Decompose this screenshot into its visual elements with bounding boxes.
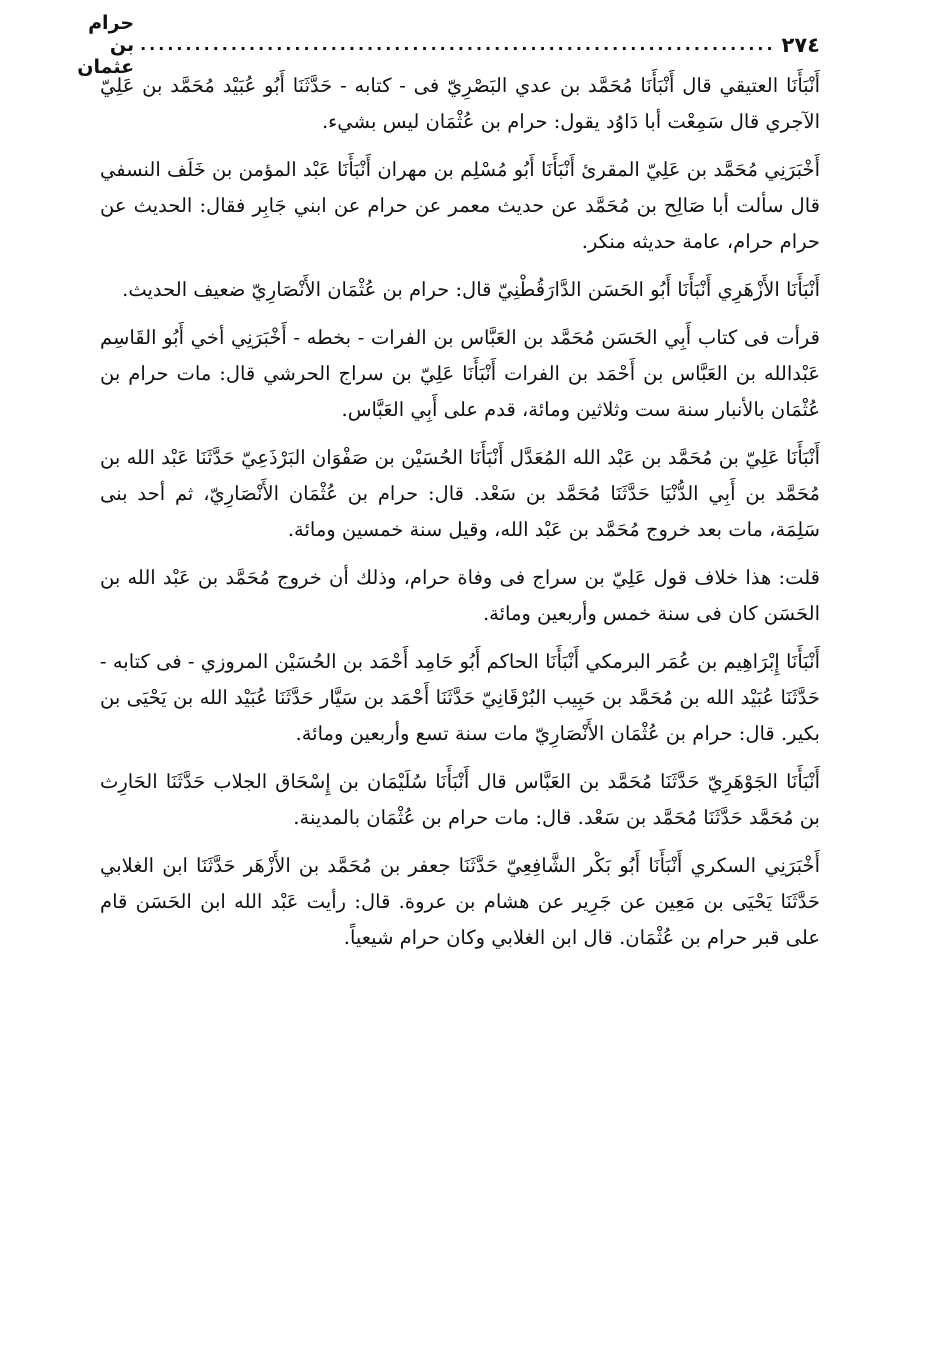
paragraph-3: أَنْبَأَنَا الأَزْهَرِي أَنْبَأَنَا أَبُو الحَسَن الدَّارَقُطْنِيّ قال: حرام بن عُثْمَان الأَنْصَارِيّ ضعيف الحديث. — [122, 278, 820, 301]
paragraph-6: قلت: هذا خلاف قول عَلِيّ بن سراج فى وفاة حرام، وذلك أن خروج مُحَمَّد بن عَبْد الله بن الحَسَن كان فى سنة خمس وأربعين ومائة. — [100, 566, 820, 625]
book-page — [77, 12, 820, 1328]
running-head — [77, 12, 820, 78]
paragraph-8: أَنْبَأَنَا الجَوْهَرِيّ حَدَّثَنَا مُحَمَّد بن العَبَّاس قال أَنْبَأَنَا سُلَيْمَان بن إِسْحَاق الجلاب حَدَّثَنَا الحَارِث بن مُحَمَّد حَدَّثَنَا مُحَمَّد بن سَعْد. قال: مات حرام بن عُثْمَان بالمدينة. — [100, 770, 820, 829]
paragraph-7: أَنْبَأَنَا إِبْرَاهِيم بن عُمَر البرمكي أَنْبَأَنَا الحاكم أَبُو حَامِد أَحْمَد بن الحُسَيْن المروزي - فى كتابه - حَدَّثَنَا عُبَيْد الله بن مُحَمَّد بن حَبِيب البُرْقَانِيّ حَدَّثَنَا أَحْمَد بن سَيَّار حَدَّثَنَا عُبَيْد الله بن يَحْيَى بن بكير. قال: حرام بن عُثْمَان الأَنْصَارِيّ مات سنة تسع وأربعين ومائة. — [100, 650, 820, 745]
paragraph-4: قرأت فى كتاب أَبِي الحَسَن مُحَمَّد بن العَبَّاس بن الفرات - بخطه - أَخْبَرَنِي أخي أَبُو القَاسِم عَبْدالله بن العَبَّاس بن أَحْمَد بن الفرات أَنْبَأَنَا عَلِيّ بن سراج الحرشي قال: مات حرام بن عُثْمَان بالأنبار سنة ست وثلاثين ومائة، قدم على أَبِي العَبَّاس. — [100, 326, 820, 421]
paragraph-5: أَنْبَأَنَا عَلِيّ بن مُحَمَّد بن عَبْد الله المُعَدَّل أَنْبَأَنَا الحُسَيْن بن صَفْوَان البَرْذَعِيّ حَدَّثَنَا عَبْد الله بن مُحَمَّد بن أَبِي الدُّنْيَا حَدَّثَنَا مُحَمَّد بن سَعْد. قال: حرام بن عُثْمَان الأَنْصَارِيّ، ثم أحد بنى سَلِمَة، مات بعد خروج مُحَمَّد بن عَبْد الله، وقيل سنة خمسين ومائة. — [100, 446, 820, 541]
body-text — [100, 68, 820, 956]
leader-dots: ...................................................................... — [140, 35, 776, 54]
paragraph-9: أَخْبَرَنِي السكري أَنْبَأَنَا أَبُو بَكْر الشَّافِعِيّ حَدَّثَنَا جعفر بن مُحَمَّد بن الأَزْهَر حَدَّثَنَا ابن الغلابي حَدَّثَنَا يَحْيَى بن مَعِين عن جَرِير عن هشام بن عروة. قال: رأيت عَبْد الله ابن الحَسَن قام على قبر حرام بن عُثْمَان. قال ابن الغلابي وكان حرام شيعياً. — [100, 854, 820, 949]
paragraph-1: أَنْبَأَنَا العتيقي قال أَنْبَأَنَا مُحَمَّد بن عدي البَصْرِيّ فى - كتابه - حَدَّثَنَا أَبُو عُبَيْد مُحَمَّد بن عَلِيّ الآجري قال سَمِعْت أبا دَاوُد يقول: حرام بن عُثْمَان ليس بشيء. — [100, 74, 820, 133]
running-head-title: حرام بن عثمان — [77, 12, 135, 78]
paragraph-2: أَخْبَرَنِي مُحَمَّد بن عَلِيّ المقرئ أَنْبَأَنَا أَبُو مُسْلِم بن مهران أَنْبَأَنَا عَبْد المؤمن بن خَلَف النسفي قال سألت أبا صَالِح بن مُحَمَّد عن حديث معمر عن حرام عن ابني جَابِر فقال: الحديث عن حرام حرام، عامة حديثه منكر. — [100, 158, 820, 253]
page-number: ٢٧٤ — [781, 33, 820, 57]
